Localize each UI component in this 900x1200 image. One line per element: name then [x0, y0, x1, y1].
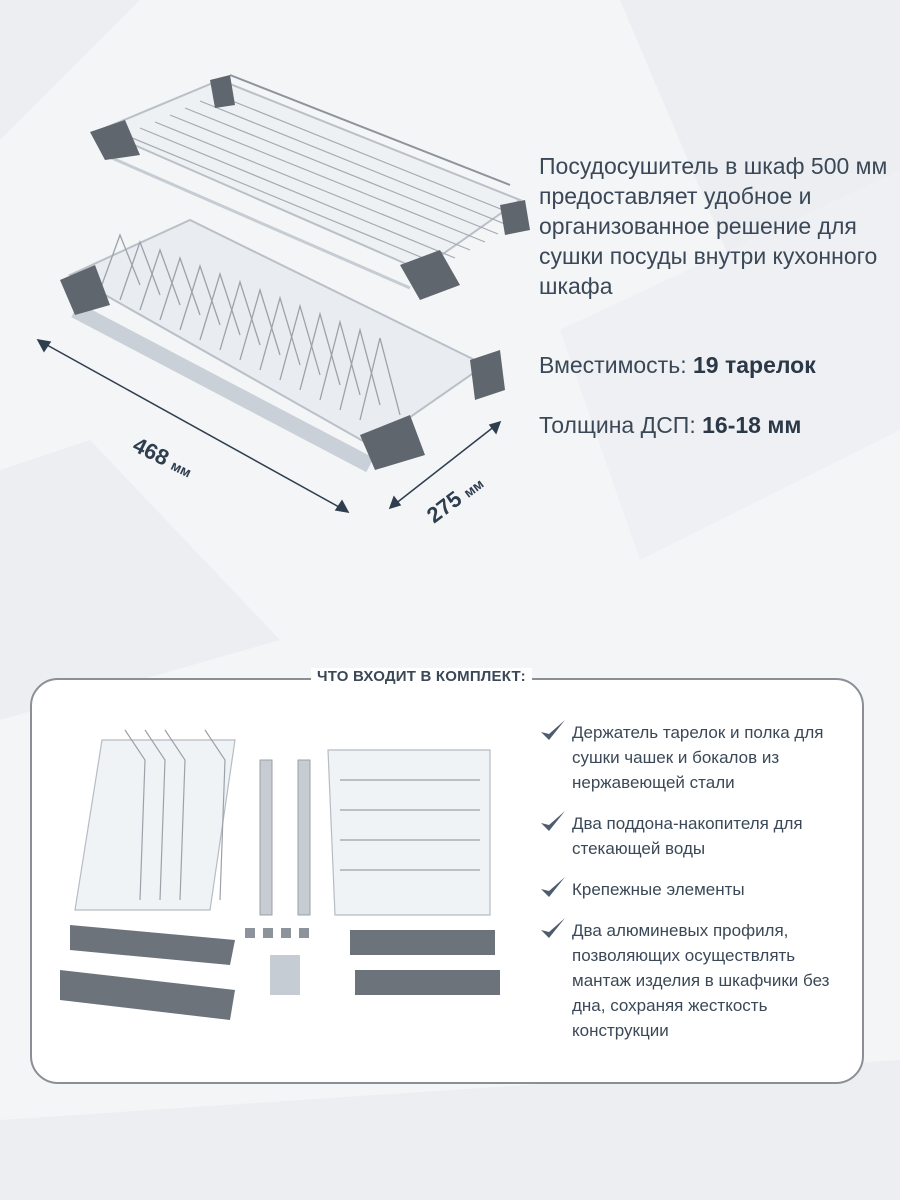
- kit-item-text: Два поддона-накопителя для стекающей воды: [572, 814, 803, 858]
- kit-item: [538, 918, 858, 1043]
- kit-title: ЧТО ВХОДИТ В КОМПЛЕКТ:: [311, 668, 532, 685]
- check-icon: [538, 807, 568, 837]
- product-description: Посудосушитель в шкаф 500 мм предоставляет удобное и организованное решение для сушки посуды внутри кухонного шкафа: [539, 153, 888, 299]
- kit-item-text: Держатель тарелок и полка для сушки чашек и бокалов из нержавеющей стали: [572, 723, 824, 792]
- dish-rack-illustration: [30, 60, 530, 540]
- kit-item-text: Крепежные элементы: [572, 880, 745, 899]
- plate-holder-part: [75, 730, 235, 910]
- depth-dimension-label: 275 мм: [422, 475, 487, 528]
- cup-shelf-part: [328, 750, 490, 915]
- capacity-spec: Вместимость: 19 тарелок: [539, 352, 816, 378]
- kit-item: [538, 811, 858, 861]
- kit-item-list: [538, 720, 858, 1059]
- kit-parts-illustration: [50, 720, 520, 1040]
- thickness-spec: Толщина ДСП: 16-18 мм: [539, 412, 802, 438]
- fastener-parts: [245, 928, 309, 995]
- kit-item: [538, 720, 858, 795]
- kit-item-text: Два алюминевых профиля, позволяющих осуществлять мантаж изделия в шкафчики без дна, сохраняя жесткость конструкции: [572, 921, 830, 1040]
- aluminum-profile-parts: [260, 760, 310, 915]
- check-icon: [538, 914, 568, 944]
- check-icon: [538, 873, 568, 903]
- kit-item: [538, 877, 858, 902]
- check-icon: [538, 716, 568, 746]
- width-dimension-label: 468 мм: [129, 432, 195, 481]
